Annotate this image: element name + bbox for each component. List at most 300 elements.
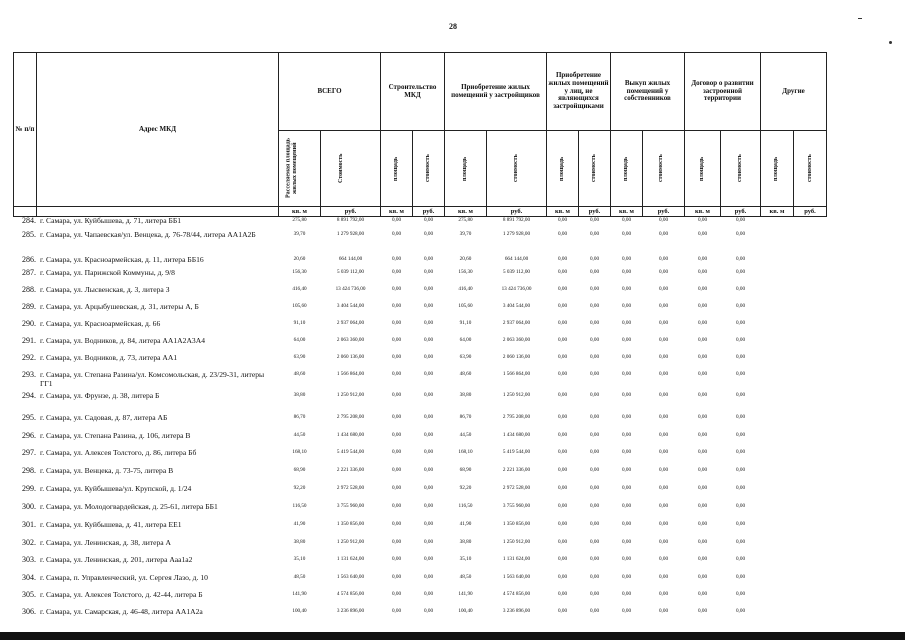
row-value-cell: 68,90 (293, 467, 306, 473)
sub-header: площадь (698, 156, 705, 181)
row-value-cell: 116,50 (458, 503, 473, 509)
row-value-cell: 0,00 (557, 521, 568, 527)
row-value-cell: 38,80 (293, 539, 306, 545)
row-value-cell: 20,60 (293, 256, 306, 262)
row-value-cell: 0,00 (589, 371, 600, 377)
row-value-cell: 0,00 (658, 608, 669, 614)
row-value-cell: 4 574 856,00 (502, 591, 531, 597)
sub-header: Расселяемая площадь жилых помещений (285, 138, 298, 199)
row-value-cell: 1 250 912,00 (502, 539, 531, 545)
row-value-cell: 3 755 960,00 (502, 503, 531, 509)
row-value-cell: 0,00 (621, 337, 632, 343)
row-address: г. Самара, ул. Алексея Толстого, д. 42-44, литера Б (40, 590, 203, 599)
row-value-cell: 0,00 (557, 449, 568, 455)
row-value-cell: 0,00 (423, 432, 434, 438)
sub-header: Стоимость (337, 153, 344, 184)
row-value-cell: 168,10 (458, 449, 473, 455)
row-value-cell: 105,60 (458, 303, 473, 309)
row-value-cell: 48,60 (293, 371, 306, 377)
row-value-cell: 0,00 (423, 485, 434, 491)
row-value-cell: 0,00 (589, 303, 600, 309)
row-value-cell: 0,00 (735, 467, 746, 473)
row-value-cell: 0,00 (423, 503, 434, 509)
row-value-cell: 0,00 (735, 392, 746, 398)
row-value-cell: 0,00 (391, 485, 402, 491)
row-value-cell: 0,00 (658, 269, 669, 275)
row-value-cell: 2 937 064,00 (336, 320, 365, 326)
row-value-cell: 2 063 360,00 (336, 337, 365, 343)
row-number: 287. (22, 268, 36, 277)
row-value-cell: 2 972 528,00 (502, 485, 531, 491)
row-value-cell: 44,50 (293, 432, 306, 438)
row-value-cell: 48,60 (459, 371, 472, 377)
row-value-cell: 5 419 544,00 (336, 449, 365, 455)
group-header: Приобретение жилых помещений у застройщиков (451, 82, 540, 99)
row-value-cell: 0,00 (557, 269, 568, 275)
row-number: 289. (22, 302, 36, 311)
row-value-cell: 141,90 (292, 591, 307, 597)
row-value-cell: 1 250 912,00 (336, 539, 365, 545)
row-value-cell: 116,50 (292, 503, 307, 509)
row-value-cell: 0,00 (423, 337, 434, 343)
row-value-cell: 0,00 (621, 371, 632, 377)
row-value-cell: 0,00 (391, 449, 402, 455)
row-value-cell: 1 131 624,00 (502, 556, 531, 562)
row-value-cell: 0,00 (735, 371, 746, 377)
row-value-cell: 35,10 (293, 556, 306, 562)
row-value-cell: 0,00 (589, 467, 600, 473)
row-value-cell: 0,00 (735, 256, 746, 262)
row-value-cell: 0,00 (658, 286, 669, 292)
row-value-cell: 3 236 896,00 (336, 608, 365, 614)
row-value-cell: 0,00 (735, 269, 746, 275)
row-number: 290. (22, 319, 36, 328)
sub-header: стоимость (736, 154, 743, 183)
row-value-cell: 1 279 928,00 (336, 231, 365, 237)
row-address: г. Самара, ул. Куйбышева, д. 41, литера ЕЕ1 (40, 520, 182, 529)
row-value-cell: 0,00 (697, 574, 708, 580)
row-address: г. Самара, ул. Самарская, д. 46-48, литера АА1А2а (40, 607, 203, 616)
row-value-cell: 0,00 (697, 256, 708, 262)
header-vline (412, 130, 413, 216)
unit-label: руб. (510, 208, 523, 215)
row-value-cell: 0,00 (697, 392, 708, 398)
row-value-cell: 1 131 624,00 (336, 556, 365, 562)
row-value-cell: 0,00 (735, 432, 746, 438)
row-value-cell: 0,00 (557, 556, 568, 562)
row-number: 293. (22, 370, 36, 379)
row-value-cell: 0,00 (658, 591, 669, 597)
row-value-cell: 0,00 (423, 574, 434, 580)
row-value-cell: 0,00 (658, 231, 669, 237)
row-value-cell: 2 060 136,00 (336, 354, 365, 360)
row-value-cell: 5 039 112,00 (336, 269, 365, 275)
row-value-cell: 105,60 (292, 303, 307, 309)
row-number: 297. (22, 448, 36, 457)
unit-label: кв. м (619, 208, 634, 215)
row-value-cell: 0,00 (735, 303, 746, 309)
row-value-cell: 0,00 (557, 591, 568, 597)
header-vline (793, 130, 794, 216)
row-value-cell: 0,00 (697, 320, 708, 326)
row-value-cell: 156,30 (292, 269, 307, 275)
row-address: г. Самара, ул. Красноармейская, д. 66 (40, 319, 161, 328)
row-value-cell: 35,10 (459, 556, 472, 562)
row-value-cell: 1 566 864,00 (502, 371, 531, 377)
row-value-cell: 0,00 (658, 467, 669, 473)
row-value-cell: 0,00 (589, 591, 600, 597)
row-value-cell: 1 434 680,00 (502, 432, 531, 438)
row-value-cell: 0,00 (589, 337, 600, 343)
row-value-cell: 0,00 (697, 449, 708, 455)
row-address: г. Самара, ул. Ленинская, д. 201, литера Ааа1а2 (40, 555, 193, 564)
row-value-cell: 0,00 (658, 320, 669, 326)
row-value-cell: 0,00 (423, 269, 434, 275)
row-value-cell: 20,60 (459, 256, 472, 262)
row-number: 300. (22, 502, 36, 511)
row-address: г. Самара, ул. Красноармейская, д. 11, литера ББ16 (40, 255, 204, 264)
row-value-cell: 0,00 (735, 286, 746, 292)
row-value-cell: 0,00 (697, 414, 708, 420)
row-value-cell: 0,00 (391, 337, 402, 343)
row-value-cell: 416,40 (292, 286, 307, 292)
row-value-cell: 0,00 (697, 591, 708, 597)
row-value-cell: 0,00 (423, 539, 434, 545)
row-value-cell: 2 060 136,00 (502, 354, 531, 360)
row-value-cell: 86,70 (459, 414, 472, 420)
row-value-cell: 0,00 (697, 539, 708, 545)
row-value-cell: 0,00 (391, 591, 402, 597)
row-value-cell: 0,00 (589, 432, 600, 438)
row-value-cell: 2 795 208,00 (336, 414, 365, 420)
row-address: г. Самара, п. Управленческий, ул. Сергея Лазо, д. 10 (40, 573, 208, 582)
row-value-cell: 91,10 (459, 320, 472, 326)
row-value-cell: 0,00 (621, 539, 632, 545)
row-value-cell: 0,00 (658, 371, 669, 377)
sub-header: площадь (772, 156, 779, 181)
row-value-cell: 0,00 (589, 449, 600, 455)
row-number: 305. (22, 590, 36, 599)
row-number: 285. (22, 230, 36, 239)
row-value-cell: 0,00 (391, 371, 402, 377)
row-value-cell: 0,00 (589, 231, 600, 237)
row-value-cell: 63,90 (293, 354, 306, 360)
header-vline (486, 130, 487, 216)
row-value-cell: 1 350 856,00 (336, 521, 365, 527)
row-value-cell: 0,00 (697, 303, 708, 309)
row-value-cell: 0,00 (735, 337, 746, 343)
row-value-cell: 0,00 (621, 303, 632, 309)
row-number: 284. (22, 216, 36, 225)
header-vline (642, 130, 643, 216)
row-address: г. Самара, ул. Молодогвардейская, д. 25-61, литера ББ1 (40, 502, 218, 511)
row-value-cell: 664 144,00 (504, 256, 529, 262)
row-value-cell: 68,90 (459, 467, 472, 473)
address-column-header: Адрес МКД (138, 124, 177, 133)
row-value-cell: 0,00 (697, 467, 708, 473)
row-value-cell: 64,00 (293, 337, 306, 343)
row-value-cell: 1 434 680,00 (336, 432, 365, 438)
sub-header: стоимость (657, 154, 664, 183)
row-value-cell: 0,00 (391, 608, 402, 614)
row-value-cell: 0,00 (621, 503, 632, 509)
row-value-cell: 91,10 (293, 320, 306, 326)
header-vline (578, 130, 579, 216)
row-number: 303. (22, 555, 36, 564)
row-value-cell: 0,00 (735, 556, 746, 562)
row-value-cell: 0,00 (697, 485, 708, 491)
row-value-cell: 13 424 736,00 (501, 286, 532, 292)
row-value-cell: 0,00 (735, 503, 746, 509)
row-value-cell: 0,00 (391, 217, 402, 223)
row-address: г. Самара, ул. Фрунзе, д. 38, литера Б (40, 391, 160, 400)
row-value-cell: 0,00 (658, 217, 669, 223)
row-value-cell: 0,00 (557, 467, 568, 473)
row-value-cell: 44,50 (459, 432, 472, 438)
row-number: 295. (22, 413, 36, 422)
row-number: 288. (22, 285, 36, 294)
row-value-cell: 0,00 (423, 217, 434, 223)
row-value-cell: 0,00 (557, 503, 568, 509)
row-value-cell: 0,00 (697, 608, 708, 614)
unit-label: кв. м (769, 208, 785, 215)
group-header: Выкуп жилых помещений у собственников (624, 78, 671, 103)
row-value-cell: 1 250 912,00 (502, 392, 531, 398)
row-value-cell: 0,00 (391, 392, 402, 398)
row-address: г. Самара, ул. Арцыбушевская, д. 31, литеры А, Б (40, 302, 199, 311)
row-value-cell: 0,00 (557, 539, 568, 545)
row-value-cell: 0,00 (557, 231, 568, 237)
row-value-cell: 0,00 (391, 539, 402, 545)
row-value-cell: 0,00 (697, 432, 708, 438)
row-value-cell: 0,00 (423, 521, 434, 527)
row-value-cell: 4 574 856,00 (336, 591, 365, 597)
unit-label: руб. (588, 208, 601, 215)
row-value-cell: 64,00 (459, 337, 472, 343)
group-header: Строительство МКД (388, 82, 437, 99)
row-value-cell: 0,00 (697, 269, 708, 275)
row-value-cell: 38,80 (459, 392, 472, 398)
row-value-cell: 0,00 (658, 449, 669, 455)
row-value-cell: 0,00 (557, 608, 568, 614)
row-value-cell: 0,00 (658, 521, 669, 527)
unit-label: руб. (344, 208, 357, 215)
row-value-cell: 0,00 (557, 414, 568, 420)
row-value-cell: 0,00 (391, 269, 402, 275)
unit-label: руб. (804, 208, 816, 215)
header-vline (320, 130, 321, 216)
row-value-cell: 92,20 (293, 485, 306, 491)
row-value-cell: 0,00 (589, 539, 600, 545)
row-value-cell: 0,00 (621, 432, 632, 438)
sub-header: стоимость (806, 154, 813, 183)
row-value-cell: 664 144,00 (338, 256, 363, 262)
header-vline (720, 130, 721, 216)
row-value-cell: 0,00 (658, 556, 669, 562)
row-value-cell: 0,00 (589, 354, 600, 360)
row-value-cell: 3 404 544,00 (502, 303, 531, 309)
row-value-cell: 0,00 (391, 303, 402, 309)
row-address: г. Самара, ул. Степана Разина, д. 106, литера В (40, 431, 191, 440)
row-value-cell: 3 755 960,00 (336, 503, 365, 509)
row-value-cell: 0,00 (697, 556, 708, 562)
row-value-cell: 0,00 (658, 432, 669, 438)
row-value-cell: 5 419 544,00 (502, 449, 531, 455)
row-value-cell: 0,00 (735, 591, 746, 597)
row-address: г. Самара, ул. Куйбышева/ул. Крупской, д. 1/24 (40, 484, 192, 493)
scan-dot (889, 41, 892, 44)
row-number: 302. (22, 538, 36, 547)
row-value-cell: 0,00 (391, 256, 402, 262)
row-value-cell: 0,00 (621, 392, 632, 398)
row-value-cell: 100,40 (458, 608, 473, 614)
row-value-cell: 0,00 (391, 354, 402, 360)
row-value-cell: 3 404 544,00 (336, 303, 365, 309)
row-value-cell: 0,00 (658, 337, 669, 343)
row-value-cell: 275,80 (458, 217, 473, 223)
row-value-cell: 1 350 856,00 (502, 521, 531, 527)
row-address: г. Самара, ул. Водников, д. 73, литера АА1 (40, 353, 178, 362)
row-value-cell: 3 236 896,00 (502, 608, 531, 614)
row-value-cell: 0,00 (391, 414, 402, 420)
row-value-cell: 0,00 (658, 503, 669, 509)
row-value-cell: 0,00 (697, 521, 708, 527)
unit-label: руб. (734, 208, 747, 215)
unit-label: кв. м (458, 208, 473, 215)
row-value-cell: 0,00 (423, 354, 434, 360)
row-value-cell: 86,70 (293, 414, 306, 420)
unit-label: кв. м (695, 208, 710, 215)
row-value-cell: 0,00 (735, 449, 746, 455)
unit-label: руб. (422, 208, 435, 215)
row-value-cell: 0,00 (589, 414, 600, 420)
row-value-cell: 0,00 (735, 608, 746, 614)
row-address: г. Самара, ул. Венцека, д. 73-75, литера В (40, 466, 174, 475)
row-value-cell: 0,00 (658, 414, 669, 420)
scan-mark (858, 18, 862, 19)
row-value-cell: 39,70 (459, 231, 472, 237)
page-number: 28 (449, 22, 457, 31)
group-header: Приобретение жилых помещений у лиц, не являющихся застройщиками (548, 71, 609, 111)
row-number: 299. (22, 484, 36, 493)
row-number: 298. (22, 466, 36, 475)
row-value-cell: 0,00 (658, 354, 669, 360)
unit-label: кв. м (292, 208, 307, 215)
row-value-cell: 0,00 (697, 286, 708, 292)
row-value-cell: 0,00 (589, 521, 600, 527)
row-value-cell: 0,00 (423, 608, 434, 614)
header-vline (826, 52, 827, 216)
row-value-cell: 0,00 (735, 354, 746, 360)
row-value-cell: 168,10 (292, 449, 307, 455)
row-value-cell: 48,50 (293, 574, 306, 580)
row-value-cell: 0,00 (589, 320, 600, 326)
sub-header: стоимость (424, 154, 431, 183)
row-value-cell: 0,00 (697, 503, 708, 509)
row-value-cell: 0,00 (697, 371, 708, 377)
row-value-cell: 0,00 (735, 414, 746, 420)
row-value-cell: 275,80 (292, 217, 307, 223)
row-value-cell: 0,00 (735, 539, 746, 545)
row-address: г. Самара, ул. Чапаевская/ул. Венцека, д. 76-78/44, литера АА1А2Б (40, 230, 256, 239)
row-value-cell: 0,00 (621, 269, 632, 275)
row-value-cell: 63,90 (459, 354, 472, 360)
row-address: г. Самара, ул. Степана Разина/ул. Комсомольская, д. 23/29-31, литеры ГГ1 (40, 370, 265, 389)
row-value-cell: 0,00 (589, 485, 600, 491)
row-value-cell: 0,00 (423, 320, 434, 326)
row-value-cell: 0,00 (697, 354, 708, 360)
row-value-cell: 0,00 (423, 392, 434, 398)
row-value-cell: 0,00 (423, 303, 434, 309)
row-value-cell: 5 039 112,00 (502, 269, 531, 275)
row-value-cell: 0,00 (589, 556, 600, 562)
row-value-cell: 0,00 (391, 231, 402, 237)
row-number: 286. (22, 255, 36, 264)
row-value-cell: 0,00 (391, 467, 402, 473)
row-value-cell: 0,00 (658, 539, 669, 545)
row-value-cell: 0,00 (658, 574, 669, 580)
row-value-cell: 2 063 360,00 (502, 337, 531, 343)
row-value-cell: 0,00 (423, 467, 434, 473)
row-value-cell: 0,00 (557, 217, 568, 223)
row-number: 291. (22, 336, 36, 345)
row-address: г. Самара, ул. Лысвенская, д. 3, литера З (40, 285, 170, 294)
row-value-cell: 0,00 (621, 320, 632, 326)
row-value-cell: 0,00 (735, 521, 746, 527)
row-value-cell: 0,00 (557, 337, 568, 343)
row-value-cell: 0,00 (391, 556, 402, 562)
row-value-cell: 0,00 (735, 231, 746, 237)
row-value-cell: 38,80 (459, 539, 472, 545)
row-value-cell: 0,00 (423, 286, 434, 292)
sub-header: площадь (622, 156, 629, 181)
row-value-cell: 41,90 (293, 521, 306, 527)
row-value-cell: 0,00 (697, 217, 708, 223)
row-value-cell: 0,00 (557, 392, 568, 398)
row-value-cell: 0,00 (423, 256, 434, 262)
row-value-cell: 41,90 (459, 521, 472, 527)
row-value-cell: 1 279 928,00 (502, 231, 531, 237)
row-value-cell: 0,00 (621, 217, 632, 223)
header-group-divider (278, 130, 827, 131)
row-value-cell: 0,00 (557, 485, 568, 491)
row-value-cell: 0,00 (557, 286, 568, 292)
unit-label: кв. м (555, 208, 570, 215)
row-number: 292. (22, 353, 36, 362)
row-value-cell: 0,00 (621, 256, 632, 262)
row-value-cell: 0,00 (697, 337, 708, 343)
row-value-cell: 0,00 (658, 392, 669, 398)
row-value-cell: 8 891 792,00 (502, 217, 531, 223)
row-value-cell: 38,80 (293, 392, 306, 398)
row-value-cell: 1 563 640,00 (336, 574, 365, 580)
row-number: 304. (22, 573, 36, 582)
row-value-cell: 0,00 (589, 286, 600, 292)
row-value-cell: 0,00 (735, 320, 746, 326)
unit-label: кв. м (389, 208, 404, 215)
row-value-cell: 92,20 (459, 485, 472, 491)
row-value-cell: 8 891 792,00 (336, 217, 365, 223)
group-header: Другие (782, 86, 805, 95)
row-value-cell: 0,00 (658, 485, 669, 491)
row-value-cell: 0,00 (589, 217, 600, 223)
row-value-cell: 0,00 (589, 608, 600, 614)
row-value-cell: 416,40 (458, 286, 473, 292)
row-value-cell: 13 424 736,00 (335, 286, 366, 292)
row-value-cell: 0,00 (621, 521, 632, 527)
row-value-cell: 0,00 (697, 231, 708, 237)
row-number: 294. (22, 391, 36, 400)
